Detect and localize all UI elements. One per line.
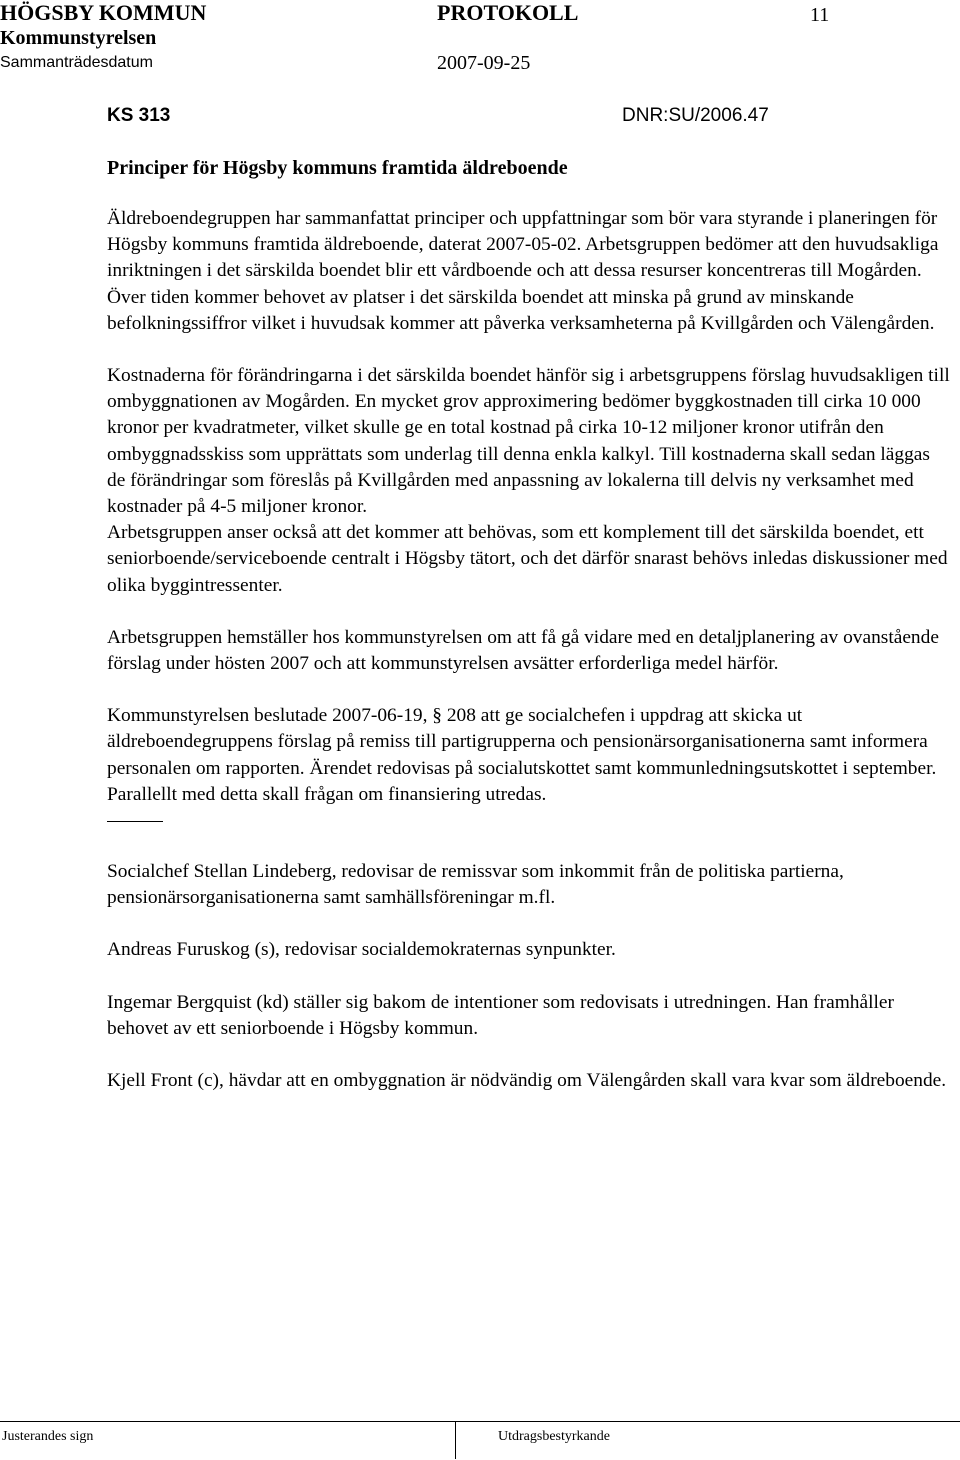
meeting-date-label: Sammanträdesdatum <box>0 54 153 71</box>
case-title: Principer för Högsby kommuns framtida äldreboende <box>107 157 568 179</box>
section-separator <box>107 821 163 822</box>
extract-certification-label: Utdragsbestyrkande <box>498 1429 610 1444</box>
footer-divider <box>455 1421 456 1459</box>
paragraph: Socialchef Stellan Lindeberg, redovisar de remissvar som inkommit från de politiska partierna, pensionärsorganisationerna samt samhällsföreningar m.fl. <box>107 861 844 909</box>
case-registration-number: DNR:SU/2006.47 <box>622 105 769 126</box>
meeting-date: 2007-09-25 <box>437 52 531 74</box>
governing-body: Kommunstyrelsen <box>0 27 157 49</box>
paragraph: Äldreboendegruppen har sammanfattat principer och uppfattningar som bör vara styrande i planeringen för Högsby kommuns framtida äldreboende, daterat 2007-05-02. Arbetsgruppen bedömer att den huvudsakliga inriktningen i det särskilda boendet blir ett vårdboende och att dessa resurser koncentreras till Mogården. Över tiden kommer behovet av platser i det särskilda boendet att minska på grund av minskande befolkningssiffror vilket i huvudsak kommer att påverka verksamheterna på Kvillgården och Välengården. <box>107 208 939 334</box>
page-number: 11 <box>810 4 830 26</box>
document-type: PROTOKOLL <box>437 0 579 25</box>
paragraph: Kostnaderna för förändringarna i det särskilda boendet hänför sig i arbetsgruppens förslag huvudsakligen till ombyggnationen av Mogården. En mycket grov approximering bedömer byggkostnaden till cirka 10 000 kronor per kvadratmeter, vilket skulle ge en total kostnad på cirka 10-12 miljoner kronor utifrån den ombyggnadsskiss som upprättats som underlag till denna enkla kalkyl. Till kostnaderna skall sedan läggas de förändringar som föreslås på Kvillgården med anpassning av lokalerna till delvis ny verksamhet med kostnader på 4-5 miljoner kronor. <box>107 365 950 518</box>
document-body <box>107 206 953 1094</box>
paragraph: Andreas Furuskog (s), redovisar socialdemokraternas synpunkter. <box>107 939 616 961</box>
paragraph: Arbetsgruppen anser också att det kommer att behövas, som ett komplement till det särskilda boendet, ett seniorboende/serviceboende centralt i Högsby tätort, och det därför snarast behövs inledas diskussioner med olika byggintressenter. <box>107 522 948 596</box>
paragraph: Arbetsgruppen hemställer hos kommunstyrelsen om att få gå vidare med en detaljplanering av ovanstående förslag under hösten 2007 och att kommunstyrelsen avsätter erforderliga medel härför. <box>107 626 939 675</box>
signature-label: Justerandes sign <box>2 1429 94 1444</box>
paragraph: Ingemar Bergquist (kd) ställer sig bakom de intentioner som redovisats i utredningen. Han framhåller behovet av ett seniorboende i Högsby kommun. <box>107 991 894 1039</box>
footer-rule <box>0 1421 960 1422</box>
paragraph: Kommunstyrelsen beslutade 2007-06-19, § 208 att ge socialchefen i uppdrag att skicka ut äldreboendegruppens förslag på remiss till partigrupperna och pensionärsorganisationerna samt informera personalen om rapporten. Ärendet redovisas på socialutskottet samt kommunledningsutskottet i september. Parallellt med detta skall frågan om finansiering utredas. <box>107 705 937 805</box>
case-id: KS 313 <box>107 105 171 126</box>
paragraph: Kjell Front (c), hävdar att en ombyggnation är nödvändig om Välengården skall vara kvar som äldreboende. <box>107 1070 947 1092</box>
municipality-name: HÖGSBY KOMMUN <box>0 0 207 25</box>
